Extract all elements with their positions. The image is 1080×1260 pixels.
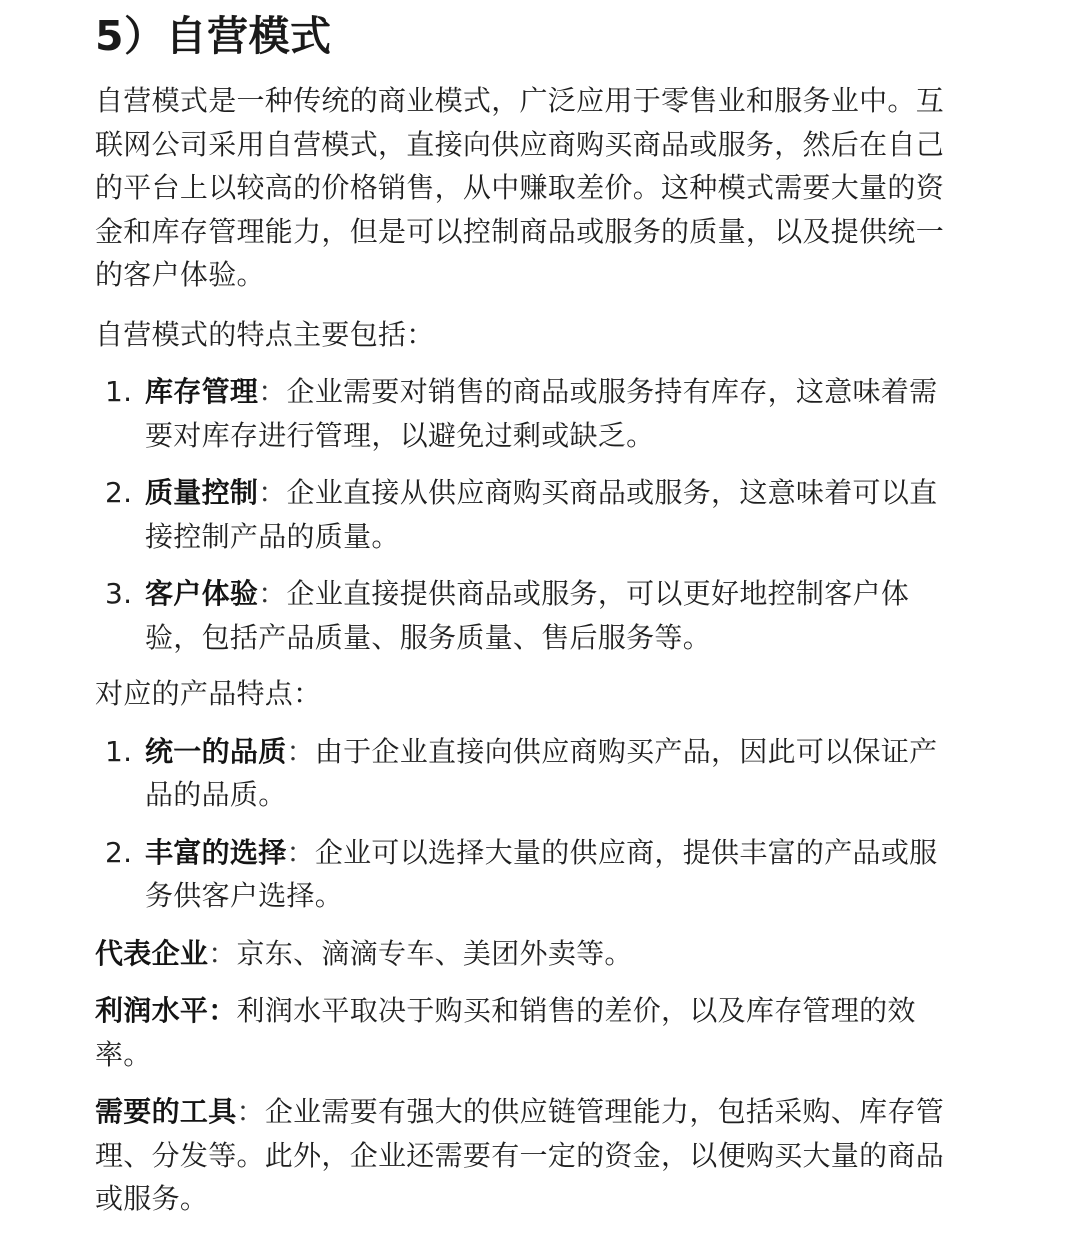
item-colon: ： xyxy=(258,577,287,610)
list-item xyxy=(95,730,965,817)
tools-label: 需要的工具 xyxy=(95,1095,237,1128)
item-title: 客户体验 xyxy=(145,577,259,610)
list-item xyxy=(95,831,965,918)
list-number: 1. xyxy=(105,734,133,768)
item-title: 统一的品质 xyxy=(145,734,287,768)
item-colon: ： xyxy=(286,835,315,869)
item-colon: ： xyxy=(286,734,315,768)
list-item xyxy=(95,572,965,659)
section-heading: 5）自营模式 xyxy=(95,12,332,60)
list-number: 2. xyxy=(105,476,133,509)
item-text: 企业直接从供应商购买商品或服务，这意味着可以直接控制产品的质量。 xyxy=(145,476,938,553)
tools-text: 企业需要有强大的供应链管理能力，包括采购、库存管理、分发等。此外，企业还需要有一定的资金，以便购买大量的商品或服务。 xyxy=(95,1095,945,1215)
item-text: 由于企业直接向供应商购买产品，因此可以保证产品的品质。 xyxy=(145,734,938,811)
tools-colon: ： xyxy=(236,1095,265,1128)
list-number: 1. xyxy=(105,375,133,408)
item-text: 企业可以选择大量的供应商，提供丰富的产品或服务供客户选择。 xyxy=(145,835,938,912)
list-number: 3. xyxy=(105,577,133,610)
representatives-text: 京东、滴滴专车、美团外卖等。 xyxy=(236,936,633,970)
item-title: 丰富的选择 xyxy=(145,835,287,869)
representatives-paragraph xyxy=(95,932,965,976)
representatives-colon: ： xyxy=(208,936,237,970)
features-intro: 自营模式的特点主要包括： xyxy=(95,317,435,351)
tools-paragraph xyxy=(95,1090,965,1221)
item-colon: ： xyxy=(258,476,287,509)
intro-paragraph: 自营模式是一种传统的商业模式，广泛应用于零售业和服务业中。互联网公司采用自营模式，直接向供应商购买商品或服务，然后在自己的平台上以较高的价格销售，从中赚取差价。这种模式需要大量的资金和库存管理能力，但是可以控制商品或服务的质量，以及提供统一的客户体验。 xyxy=(95,84,945,291)
features-list xyxy=(95,370,965,659)
profit-paragraph xyxy=(95,989,965,1076)
products-list xyxy=(95,730,965,918)
list-number: 2. xyxy=(105,835,133,869)
product-intro: 对应的产品特点： xyxy=(95,677,322,710)
list-item xyxy=(95,471,965,558)
profit-text: 利润水平取决于购买和销售的差价，以及库存管理的效率。 xyxy=(95,994,916,1071)
list-item xyxy=(95,370,965,457)
item-title: 库存管理 xyxy=(145,375,259,408)
item-colon: ： xyxy=(258,375,287,408)
representatives-label: 代表企业 xyxy=(95,936,209,970)
item-text: 企业直接提供商品或服务，可以更好地控制客户体验，包括产品质量、服务质量、售后服务等。 xyxy=(145,577,910,654)
document-page xyxy=(95,0,965,1221)
item-text: 企业需要对销售的商品或服务持有库存，这意味着需要对库存进行管理，以避免过剩或缺乏。 xyxy=(145,375,938,452)
profit-label: 利润水平： xyxy=(95,994,237,1027)
item-title: 质量控制 xyxy=(145,476,259,509)
